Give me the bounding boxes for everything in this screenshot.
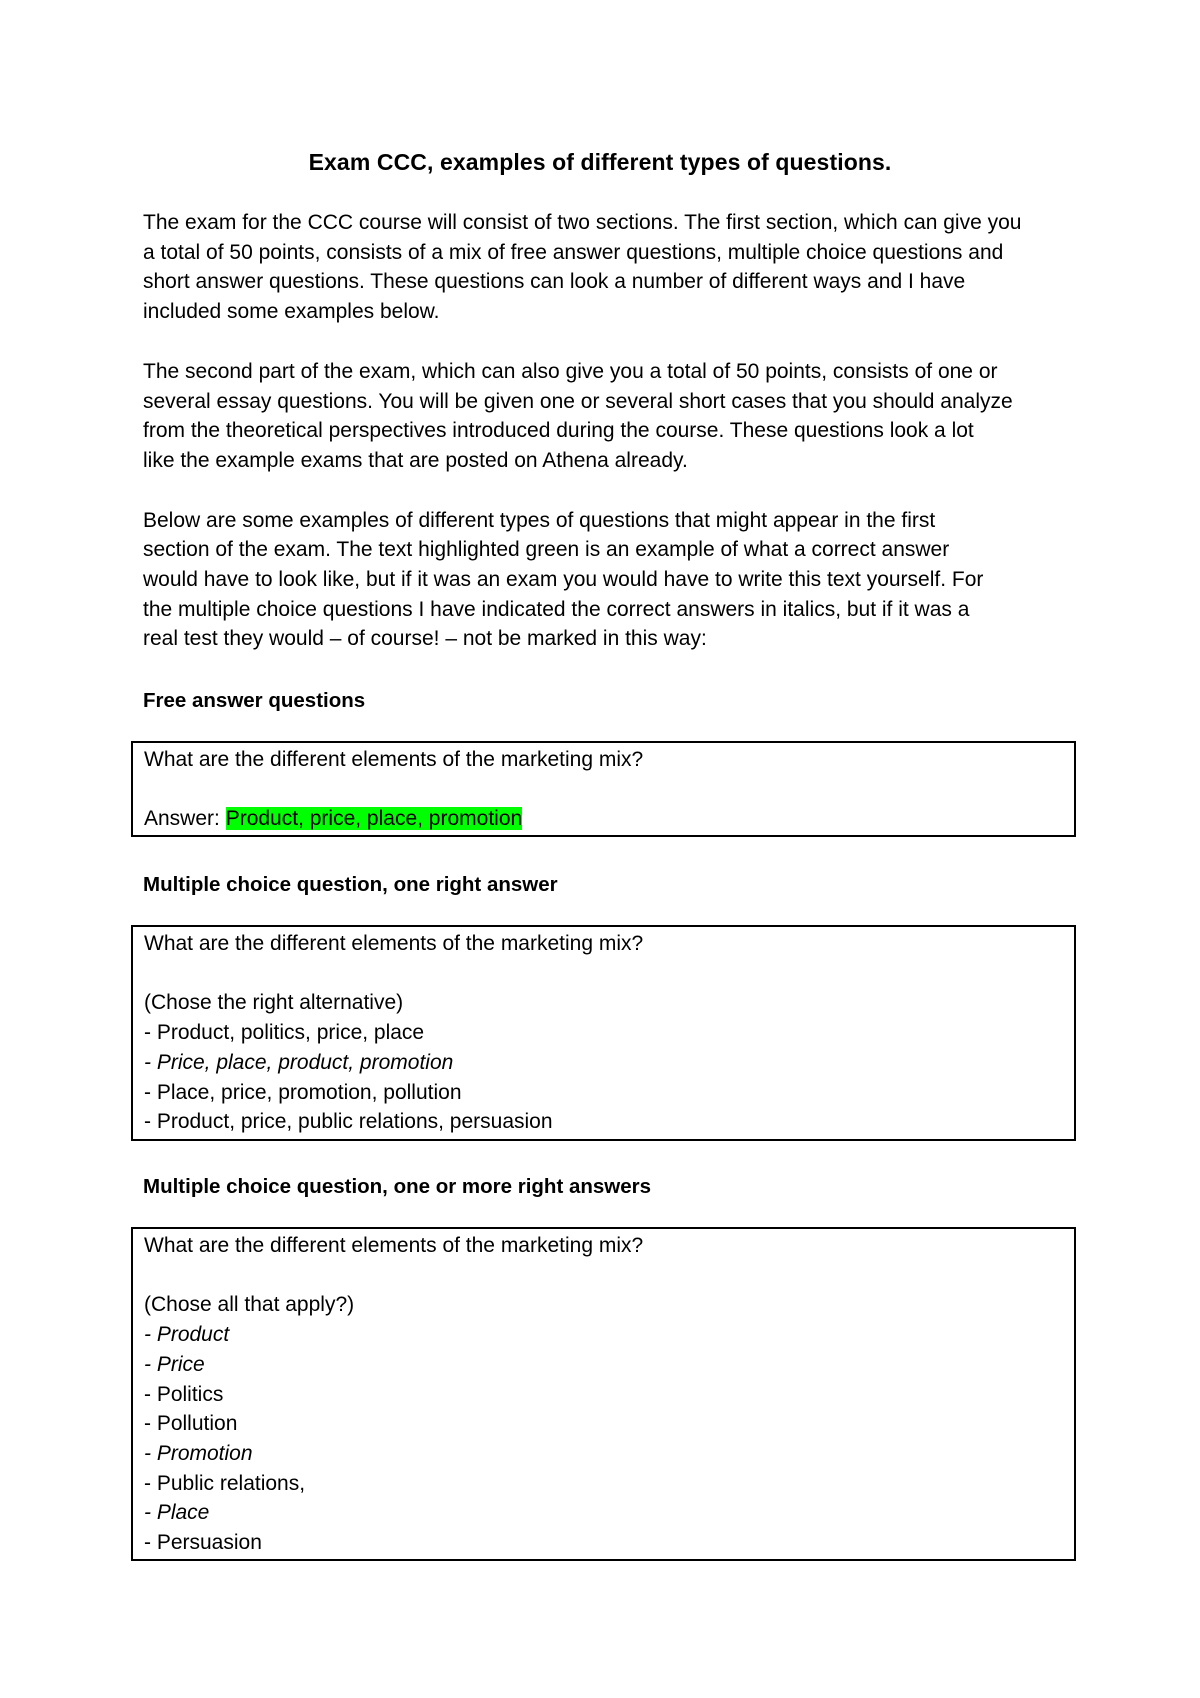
text-line: short answer questions. These questions can look a number of different ways and I have — [143, 270, 966, 294]
blank-line — [144, 1261, 1063, 1291]
section-heading-free-answer: Free answer questions — [143, 689, 366, 712]
option-item: - Place, price, promotion, pollution — [144, 1080, 462, 1104]
option-item: - Public relations, — [144, 1471, 306, 1495]
blank-line — [144, 959, 1063, 989]
question-text: What are the different elements of the marketing mix? — [144, 1234, 644, 1257]
text-line: The exam for the CCC course will consist of two sections. The first section, which can give you — [143, 211, 1022, 234]
option-item: - Politics — [144, 1382, 224, 1406]
highlighted-answer: Product, price, place, promotion — [225, 807, 523, 831]
section-heading-single-choice: Multiple choice question, one right answer — [143, 873, 558, 896]
option-item: - Persuasion — [144, 1531, 262, 1555]
intro-paragraph-2 — [143, 357, 1073, 476]
option-item-correct: - Price, place, product, promotion — [144, 1050, 454, 1074]
question-text: What are the different elements of the marketing mix? — [144, 932, 644, 955]
option-item: - Product, price, public relations, persuasion — [144, 1110, 553, 1134]
text-line: would have to look like, but if it was an exam you would have to write this text yourself. For — [143, 568, 984, 592]
instruction-text: (Chose all that apply?) — [144, 1293, 355, 1317]
option-item: - Product, politics, price, place — [144, 1021, 425, 1045]
question-box-single-choice — [131, 925, 1076, 1141]
section-heading-multi-choice: Multiple choice question, one or more right answers — [143, 1175, 652, 1198]
intro-paragraph-3 — [143, 506, 1073, 655]
instruction-text: (Chose the right alternative) — [144, 991, 404, 1015]
intro-text — [143, 208, 1073, 684]
option-item-correct: - Price — [144, 1352, 205, 1376]
text-line: The second part of the exam, which can also give you a total of 50 points, consists of one or — [143, 359, 998, 383]
question-box-multi-choice — [131, 1227, 1076, 1561]
option-item-correct: - Promotion — [144, 1441, 253, 1465]
text-line: several essay questions. You will be given one or several short cases that you should analyze — [143, 389, 1013, 413]
text-line: section of the exam. The text highlighted green is an example of what a correct answer — [143, 538, 950, 562]
text-line: included some examples below. — [143, 300, 440, 324]
text-line: a total of 50 points, consists of a mix of free answer questions, multiple choice questions and — [143, 240, 1004, 264]
intro-paragraph-1 — [143, 208, 1073, 327]
question-box-free-answer — [131, 741, 1076, 837]
text-line: the multiple choice questions I have indicated the correct answers in italics, but if it was a — [143, 597, 970, 621]
answer-label: Answer: — [144, 807, 226, 831]
text-line: like the example exams that are posted on Athena already. — [143, 448, 688, 472]
question-text: What are the different elements of the marketing mix? — [144, 748, 644, 771]
option-item-correct: - Product — [144, 1323, 230, 1347]
text-line: from the theoretical perspectives introduced during the course. These questions look a lot — [143, 419, 974, 443]
blank-line — [144, 775, 1063, 805]
option-item: - Pollution — [144, 1412, 238, 1436]
document-title: Exam CCC, examples of different types of questions. — [308, 149, 892, 175]
answer-line — [144, 804, 1063, 834]
text-line: real test they would – of course! – not be marked in this way: — [143, 627, 707, 651]
text-line: Below are some examples of different types of questions that might appear in the first — [143, 508, 936, 532]
option-item-correct: - Place — [144, 1501, 210, 1525]
